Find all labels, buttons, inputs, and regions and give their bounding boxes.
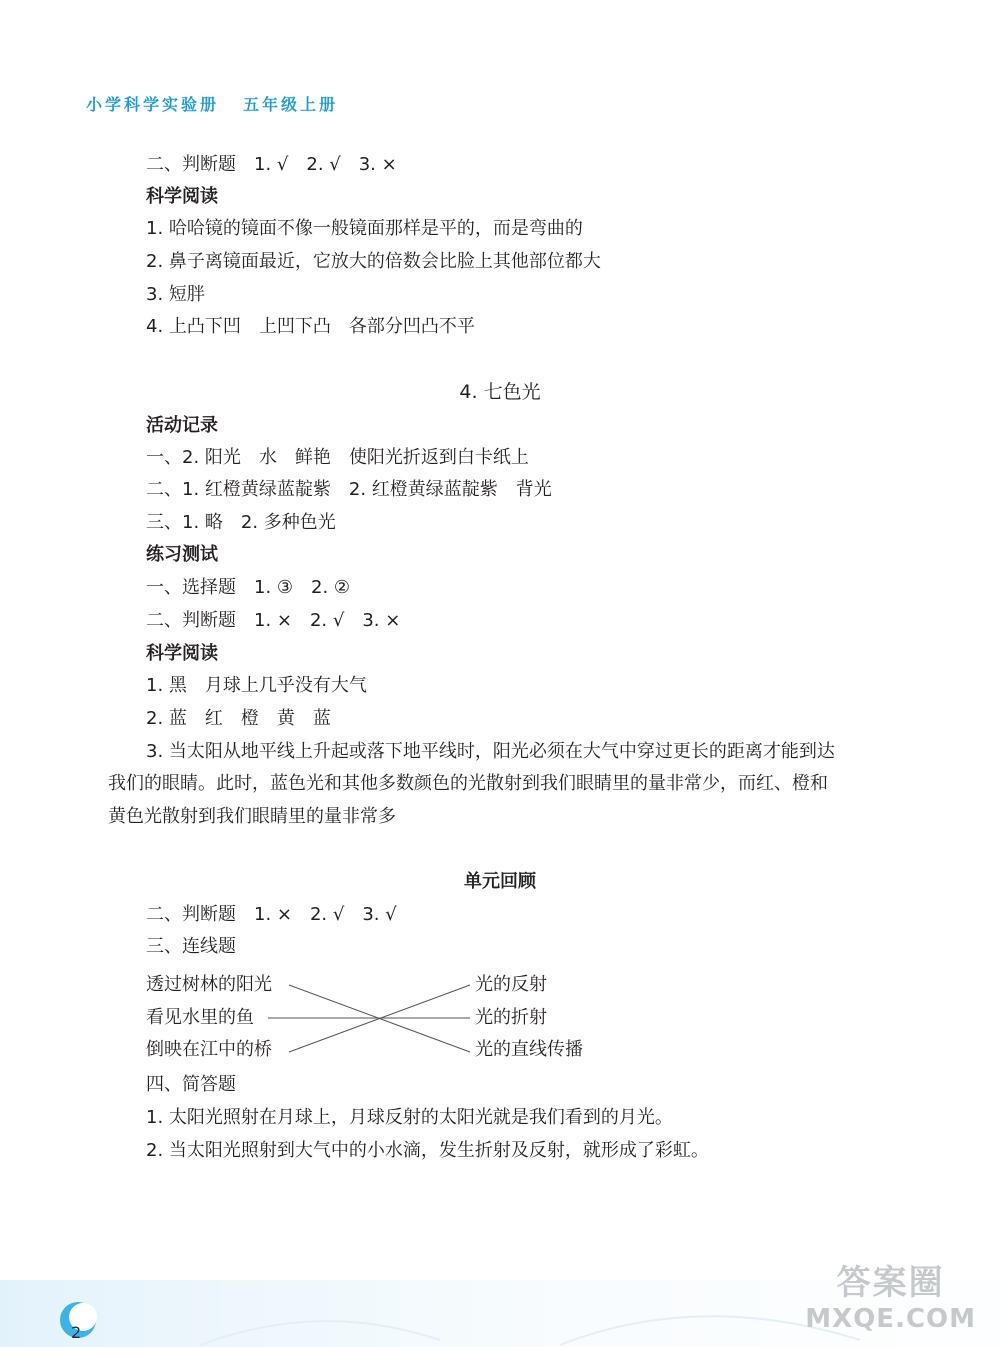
reading-answer: 2. 鼻子离镜面最近，它放大的倍数会比脸上其他部位都大 [146,251,601,272]
judge-answers-lesson3: 二、判断题 1. √ 2. √ 3. × [146,154,397,175]
reading-answer: 3. 短胖 [146,284,205,305]
practice-answer: 二、判断题 1. × 2. √ 3. × [146,610,401,631]
reading-answer: 1. 哈哈镜的镜面不像一般镜面那样是平的，而是弯曲的 [146,218,583,239]
activity-answer: 一、2. 阳光 水 鲜艳 使阳光折返到白卡纸上 [146,447,529,468]
match-right-item: 光的折射 [475,1007,547,1028]
reading-heading-lesson3: 科学阅读 [146,186,218,207]
reading-answer: 2. 蓝 红 橙 黄 蓝 [146,708,331,729]
match-left-item: 透过树林的阳光 [146,974,272,995]
unit-judge-answers: 二、判断题 1. × 2. √ 3. √ [146,904,397,925]
watermark-logo [805,1255,976,1334]
match-right-item: 光的反射 [475,974,547,995]
watermark-url: MXQE.COM [805,1304,976,1334]
matching-heading: 三、连线题 [146,936,236,957]
short-answer: 2. 当太阳光照射到大气中的小水滴，发生折射及反射，就形成了彩虹。 [146,1140,709,1161]
activity-answer: 三、1. 略 2. 多种色光 [146,512,336,533]
unit-review-title: 单元回顾 [464,871,536,892]
reading-paragraph-line: 我们的眼睛。此时，蓝色光和其他多数颜色的光散射到我们眼睛里的量非常少，而红、橙和 [108,773,828,794]
practice-heading: 练习测试 [146,544,218,565]
short-answer-heading: 四、简答题 [146,1074,236,1095]
short-answer: 1. 太阳光照射在月球上，月球反射的太阳光就是我们看到的月光。 [146,1107,673,1128]
match-left-item: 看见水里的鱼 [146,1007,254,1028]
practice-answer: 一、选择题 1. ③ 2. ② [146,577,351,598]
lesson-title: 4. 七色光 [459,381,541,403]
reading-answer: 4. 上凸下凹 上凹下凸 各部分凹凸不平 [146,316,475,337]
reading-answer: 1. 黑 月球上几乎没有大气 [146,675,367,696]
book-title: 小学科学实验册 [86,95,220,114]
grade-label: 五年级上册 [243,95,339,114]
activity-answer: 二、1. 红橙黄绿蓝靛紫 2. 红橙黄绿蓝靛紫 背光 [146,479,552,500]
reading-paragraph-line: 3. 当太阳从地平线上升起或落下地平线时，阳光必须在大气中穿过更长的距离才能到达 [146,741,835,762]
match-right-item: 光的直线传播 [475,1039,583,1060]
activity-heading: 活动记录 [146,415,218,436]
match-left-item: 倒映在江中的桥 [146,1039,272,1060]
reading-paragraph-line: 黄色光散射到我们眼睛里的量非常多 [108,806,396,827]
watermark-text: 答案圈 [836,1263,945,1303]
page-number: 2 [71,1323,82,1342]
reading-heading-lesson4: 科学阅读 [146,643,218,664]
